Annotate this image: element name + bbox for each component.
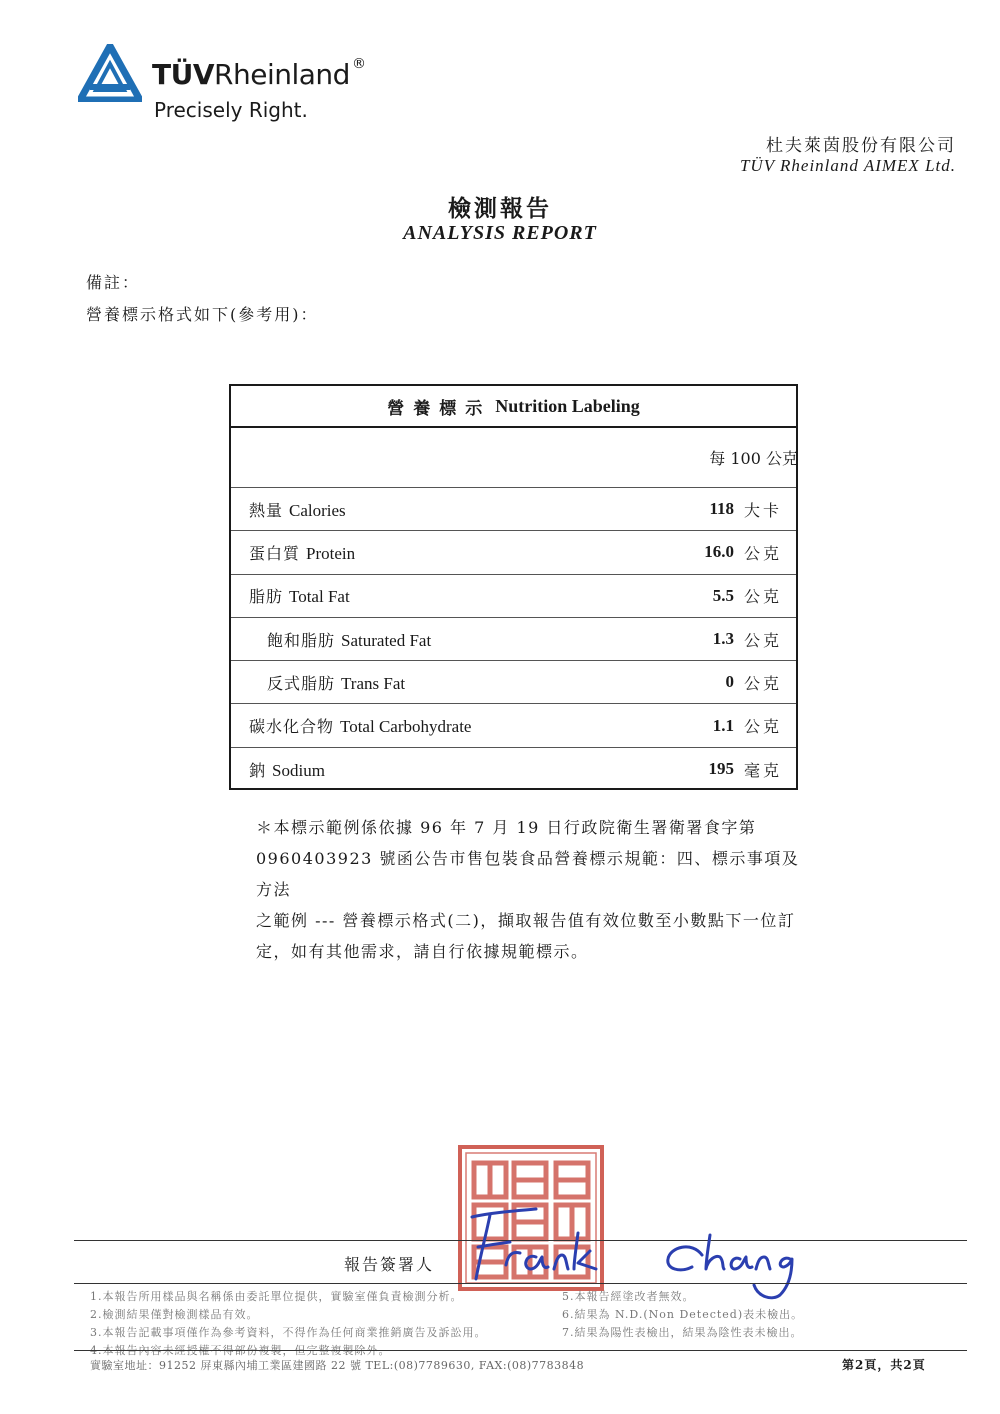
tuv-logo-icon [78, 44, 142, 102]
nutrient-row-protein [231, 531, 796, 574]
nutrient-name-zh: 脂肪 [249, 587, 284, 607]
company-name-zh: 杜夫萊茵股份有限公司 [766, 136, 956, 156]
nutrient-value: 118 [709, 499, 734, 519]
nutrient-value: 0 [725, 672, 734, 692]
nutrient-name-en: Saturated Fat [341, 630, 432, 650]
nutrient-value: 16.0 [704, 542, 734, 562]
lab-address: 實驗室地址：91252 屏東縣內埔工業區建國路 22 號 TEL:(08)7789630, FAX:(08)7783848 [90, 1359, 585, 1372]
brand-name-rest: Rheinland [214, 58, 350, 91]
nutrition-header-en: Nutrition Labeling [495, 395, 640, 416]
company-name-en: TÜV Rheinland AIMEX Ltd. [739, 156, 956, 175]
per-serving-row [231, 428, 796, 488]
nutrient-value: 1.3 [712, 629, 734, 649]
brand-name-bold: TÜV [152, 58, 215, 91]
nutrient-unit: 公克 [743, 630, 782, 650]
regulation-note-line: 定，如有其他需求，請自行依據規範標示。 [256, 942, 589, 961]
regulation-note-line: ＊本標示範例係依據 96 年 7 月 19 日行政院衛生署衛署食字第 [256, 818, 757, 837]
nutrient-name-zh: 熱量 [249, 500, 284, 520]
footer-note: 7.結果為陽性表檢出，結果為陰性表未檢出。 [562, 1326, 803, 1339]
remark-format-intro: 營養標示格式如下(參考用)： [86, 305, 319, 324]
nutrient-name-zh: 鈉 [249, 760, 267, 780]
signature-bottom-rule [74, 1283, 967, 1284]
nutrient-name-en: Protein [306, 543, 356, 563]
brand-tagline: Precisely Right. [154, 98, 308, 122]
nutrient-row-total-fat [231, 575, 796, 618]
nutrient-name-en: Total Fat [289, 587, 350, 607]
nutrient-row-sodium [231, 748, 796, 791]
nutrient-row-carbohydrate [231, 704, 796, 747]
footer-note: 2.檢測結果僅對檢測樣品有效。 [90, 1308, 259, 1321]
nutrient-value: 5.5 [712, 585, 734, 605]
registered-mark: ® [351, 56, 366, 72]
nutrient-name-en: Total Carbohydrate [340, 717, 472, 737]
footer-note: 6.結果為 N.D.(Non Detected)表未檢出。 [562, 1308, 804, 1321]
nutrient-name-zh: 反式脂肪 [267, 673, 336, 693]
remark-label: 備註： [86, 273, 141, 292]
nutrition-header-zh: 營養標示 [387, 398, 492, 419]
nutrient-row-calories [231, 488, 796, 531]
nutrient-unit: 毫克 [743, 760, 782, 780]
nutrient-name-zh: 碳水化合物 [249, 717, 335, 737]
nutrient-row-saturated-fat [231, 618, 796, 661]
nutrient-unit: 大卡 [743, 500, 782, 520]
report-title-zh: 檢測報告 [448, 195, 552, 222]
footer-notes-right [562, 1288, 803, 1342]
nutrient-value: 1.1 [712, 715, 734, 735]
nutrient-unit: 公克 [743, 587, 782, 607]
footer-note: 4.本報告內容未經授權不得部份複製，但完整複製除外。 [90, 1344, 391, 1357]
brand-name [152, 56, 366, 91]
nutrient-unit: 公克 [743, 543, 782, 563]
nutrient-unit: 公克 [743, 717, 782, 737]
nutrient-name-zh: 飽和脂肪 [267, 630, 336, 650]
per-serving-label: 每 100 公克 [709, 449, 798, 468]
footer-note: 5.本報告經塗改者無效。 [562, 1290, 695, 1303]
footer-rule [74, 1350, 967, 1351]
regulation-note [256, 812, 816, 967]
nutrient-unit: 公克 [743, 673, 782, 693]
nutrient-value: 195 [708, 759, 734, 779]
footer-note: 1.本報告所用樣品與名稱係由委託單位提供，實驗室僅負責檢測分析。 [90, 1290, 463, 1303]
nutrient-row-trans-fat [231, 661, 796, 704]
footer-note: 3.本報告記載事項僅作為參考資料，不得作為任何商業推銷廣告及訴訟用。 [90, 1326, 487, 1339]
nutrient-name-en: Calories [289, 500, 346, 520]
nutrient-name-en: Trans Fat [341, 673, 406, 693]
report-title-en: ANALYSIS REPORT [403, 222, 597, 244]
nutrient-name-zh: 蛋白質 [249, 543, 301, 563]
page-number: 第2頁，共2頁 [842, 1358, 926, 1372]
signer-label: 報告簽署人 [344, 1255, 435, 1274]
nutrition-table [229, 384, 798, 790]
nutrient-name-en: Sodium [272, 760, 325, 780]
nutrition-table-header [231, 386, 796, 428]
regulation-note-line: 0960403923 號函公告市售包裝食品營養標示規範：四、標示事項及方法 [256, 849, 800, 899]
regulation-note-line: 之範例 --- 營養標示格式(二)，擷取報告值有效位數至小數點下一位訂 [256, 911, 796, 930]
